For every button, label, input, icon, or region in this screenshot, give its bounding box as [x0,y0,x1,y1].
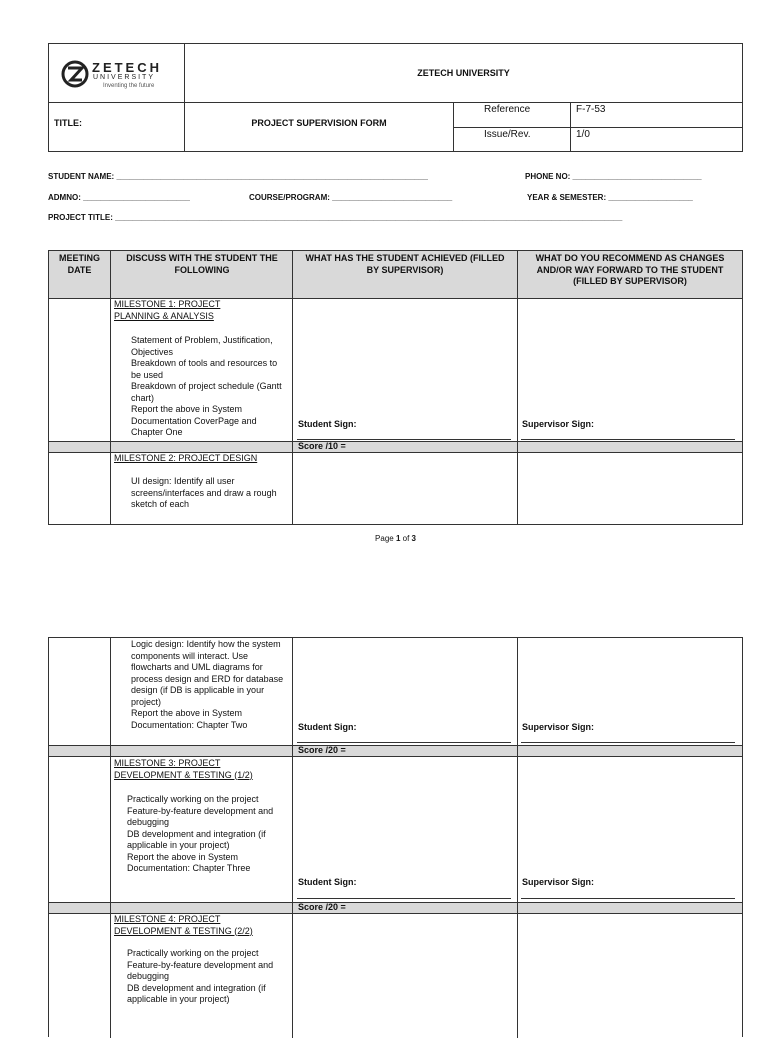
year-semester-field: YEAR & SEMESTER: ___________________ [527,193,693,202]
issue-label: Issue/Rev. [484,129,531,140]
col-meeting-date: MEETING DATE [58,253,100,275]
reference-value: F-7-53 [576,104,606,115]
university-logo [59,57,177,93]
course-field: COURSE/PROGRAM: ___________________________ [249,193,453,202]
milestone-1-items: Statement of Problem, Justification, Objectives Breakdown of tools and resources to be used Breakdown of project schedule (Gantt chart) Report the above in System Documentation CoverPage and Chapter One [131,335,282,437]
milestone-4-title: MILESTONE 4: PROJECT DEVELOPMENT & TESTING (2/2) [114,914,253,936]
milestone-1-title: MILESTONE 1: PROJECT PLANNING & ANALYSIS [114,299,221,321]
col-discuss: DISCUSS WITH THE STUDENT THE FOLLOWING [126,253,278,275]
milestone-3-title: MILESTONE 3: PROJECT DEVELOPMENT & TESTING (1/2) [114,758,253,780]
supervisor-sign-label: Supervisor Sign: [522,419,595,429]
col-achieved: WHAT HAS THE STUDENT ACHIEVED (FILLED BY SUPERVISOR) [305,253,505,275]
score-20: Score /20 = [298,902,346,912]
phone-field: PHONE NO: _____________________________ [525,172,702,181]
admno-field: ADMNO: ________________________ [48,193,190,202]
reference-label: Reference [484,104,531,115]
form-title: PROJECT SUPERVISION FORM [251,118,387,128]
title-label: TITLE: [54,118,82,128]
issue-value: 1/0 [576,129,590,140]
logo-shield-icon [61,59,89,89]
student-sign-label: Student Sign: [298,877,357,887]
supervision-table-page1 [48,250,743,525]
supervisor-sign-label: Supervisor Sign: [522,722,595,732]
project-title-field: PROJECT TITLE: __________________________________________________________________________________________________________________ [48,213,623,222]
supervision-table-page2 [48,637,743,1037]
milestone-4-items: Practically working on the project Feature-by-feature development and debugging DB development and integration (if applicable in your project) [127,948,274,1004]
score-10: Score /10 = [298,441,346,451]
logo-subname: UNIVERSITY [93,74,156,81]
supervisor-sign-label: Supervisor Sign: [522,877,595,887]
col-recommend: WHAT DO YOU RECOMMEND AS CHANGES AND/OR WAY FORWARD TO THE STUDENT (FILLED BY SUPERVISOR) [535,253,725,286]
milestone-3-items: Practically working on the project Feature-by-feature development and debugging DB development and integration (if applicable in your project) Report the above in System Documentation: Chapter Three [127,794,274,873]
header-table [48,43,743,152]
student-sign-label: Student Sign: [298,419,357,429]
milestone-2-items: UI design: Identify all user screens/interfaces and draw a rough sketch of each [131,476,277,509]
milestone-2-title: MILESTONE 2: PROJECT DESIGN [114,453,258,463]
institution-name: ZETECH UNIVERSITY [417,68,510,78]
milestone-2-continued: Logic design: Identify how the system components will interact. Use flowcharts and UML diagrams for process design and ERD for database design (if DB is applicable in your project) Report the above in System Documentation: Chapter Two [131,639,284,730]
student-name-field: STUDENT NAME: ______________________________________________________________________ [48,172,428,181]
logo-name: ZETECH [92,60,162,75]
student-sign-label: Student Sign: [298,722,357,732]
page-number: Page 1 of 3 [375,534,416,543]
logo-tagline: Inventing the future [103,83,155,89]
score-20: Score /20 = [298,745,346,755]
